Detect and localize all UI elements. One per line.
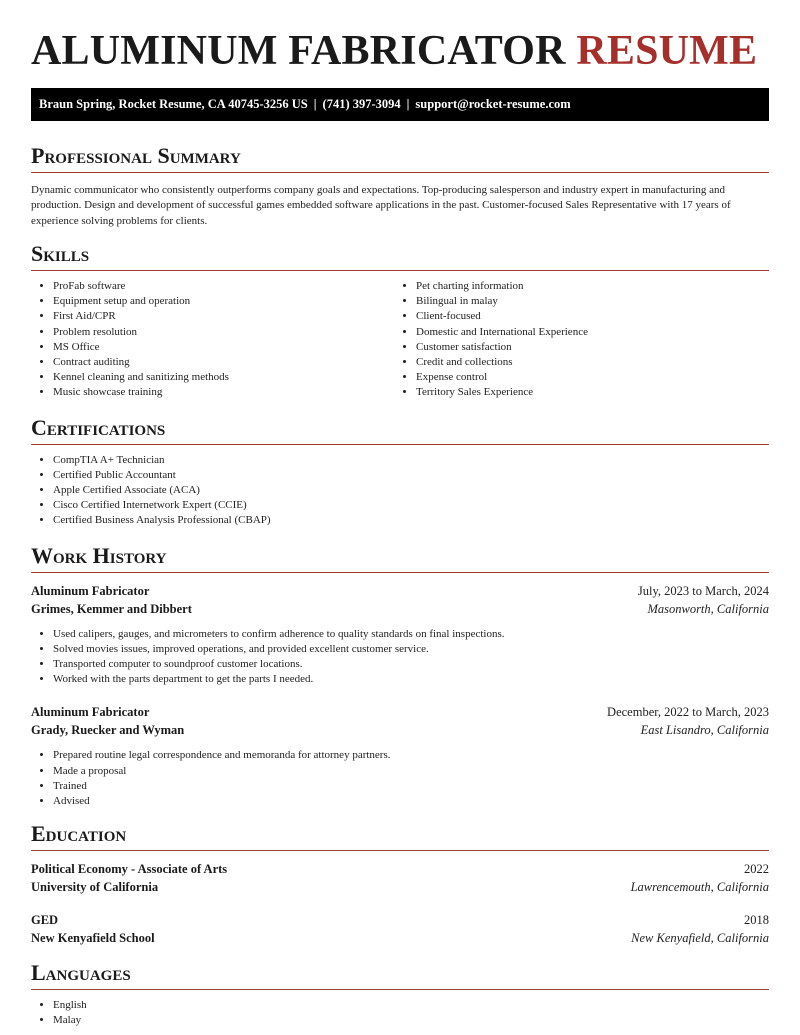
skills-right-list	[394, 279, 757, 401]
certifications-section	[31, 415, 769, 529]
job-duties-list	[31, 748, 769, 809]
list-item: • Apple Certified Associate (ACA)	[53, 483, 769, 498]
job-company-row	[31, 721, 769, 739]
list-item: • Kennel cleaning and sanitizing methods	[53, 370, 394, 385]
education-entry	[31, 911, 769, 947]
summary-text: Dynamic communicator who consistently outperforms company goals and expectations. Top-producing salesperson and industry expert in manufacturing and production. Design and development of successful games embedded software applications in the past. Customer-focused Sales Representative with 17 years of experience solving problems for clients.	[31, 184, 731, 227]
certifications-heading: Certifications	[31, 414, 166, 440]
education-degree-row	[31, 911, 769, 929]
education-school-row	[31, 929, 769, 947]
education-degree: GED	[31, 913, 59, 928]
list-item: • Prepared routine legal correspondence and memoranda for attorney partners.	[53, 748, 769, 763]
summary-section	[31, 143, 769, 229]
education-degree-row	[31, 860, 769, 878]
list-item: • Trained	[53, 779, 769, 794]
job-title-row	[31, 703, 769, 721]
job-entry	[31, 703, 769, 809]
list-item: • Bilingual in malay	[416, 294, 757, 309]
education-school-row	[31, 878, 769, 896]
list-item: • Music showcase training	[53, 385, 394, 400]
job-dates: December, 2022 to March, 2023	[607, 705, 769, 720]
work-history-section	[31, 543, 769, 810]
education-location: New Kenyafield, California	[631, 931, 769, 946]
education-year: 2022	[744, 862, 769, 877]
list-item: • ProFab software	[53, 279, 394, 294]
job-title: Aluminum Fabricator	[31, 705, 150, 720]
languages-section	[31, 960, 769, 1028]
title-accent: RESUME	[576, 28, 758, 74]
job-dates: July, 2023 to March, 2024	[637, 583, 769, 598]
skills-section	[31, 241, 769, 401]
list-item: • CompTIA A+ Technician	[53, 453, 769, 468]
section-divider	[31, 444, 769, 445]
list-item: • Worked with the parts department to get the parts I needed.	[53, 672, 769, 687]
job-location: Masonworth, California	[647, 601, 769, 616]
section-divider	[31, 172, 769, 173]
summary-heading: Professional Summary	[31, 143, 241, 168]
resume-title	[31, 0, 769, 72]
certifications-list	[31, 453, 769, 529]
list-item: • MS Office	[53, 340, 394, 355]
contact-email[interactable]: support@rocket-resume.com	[415, 97, 571, 111]
list-item: • Solved movies issues, improved operations, and provided excellent customer service.	[53, 642, 769, 657]
skills-right-column	[394, 271, 757, 401]
education-heading: Education	[31, 821, 127, 847]
section-divider	[31, 572, 769, 573]
contact-bar	[31, 88, 769, 121]
education-section	[31, 821, 769, 947]
work-history-heading: Work History	[31, 542, 167, 568]
list-item: • Cisco Certified Internetwork Expert (CCIE)	[53, 498, 769, 513]
contact-separator: |	[406, 97, 410, 111]
list-item: • Equipment setup and operation	[53, 294, 394, 309]
education-degree: Political Economy - Associate of Arts	[31, 862, 228, 877]
list-item: • English	[53, 998, 769, 1013]
skills-left-column	[31, 271, 394, 401]
list-item: • Pet charting information	[416, 279, 757, 294]
education-entry	[31, 860, 769, 896]
list-item: • Problem resolution	[53, 325, 394, 340]
list-item: • Customer satisfaction	[416, 340, 757, 355]
languages-list	[31, 998, 769, 1028]
list-item: • Transported computer to soundproof customer locations.	[53, 657, 769, 672]
skills-columns	[31, 271, 769, 401]
list-item: • Certified Business Analysis Professional (CBAP)	[53, 513, 769, 528]
job-company: Grimes, Kemmer and Dibbert	[31, 601, 192, 616]
list-item: • Used calipers, gauges, and micrometers to confirm adherence to quality standards on final inspections.	[53, 627, 769, 642]
job-title-row	[31, 582, 769, 600]
education-school: New Kenyafield School	[31, 931, 155, 946]
job-company: Grady, Ruecker and Wyman	[31, 723, 185, 738]
education-school: University of California	[31, 880, 159, 895]
languages-heading: Languages	[31, 960, 131, 986]
list-item: • Made a proposal	[53, 764, 769, 779]
list-item: • Contract auditing	[53, 355, 394, 370]
list-item: • First Aid/CPR	[53, 309, 394, 324]
education-location: Lawrencemouth, California	[630, 880, 769, 895]
contact-separator: |	[313, 97, 317, 111]
contact-address: Braun Spring, Rocket Resume, CA 40745-3256 US	[39, 97, 308, 111]
job-location: East Lisandro, California	[640, 723, 769, 738]
job-entry	[31, 582, 769, 688]
education-year: 2018	[744, 913, 769, 928]
title-main: ALUMINUM FABRICATOR	[31, 28, 566, 74]
list-item: • Malay	[53, 1013, 769, 1028]
skills-left-list	[31, 279, 394, 401]
contact-phone: (741) 397-3094	[322, 97, 401, 111]
skills-heading: Skills	[31, 240, 90, 266]
job-title: Aluminum Fabricator	[31, 583, 150, 598]
list-item: • Advised	[53, 794, 769, 809]
list-item: • Domestic and International Experience	[416, 325, 757, 340]
list-item: • Certified Public Accountant	[53, 468, 769, 483]
job-duties-list	[31, 627, 769, 688]
list-item: • Client-focused	[416, 309, 757, 324]
job-company-row	[31, 600, 769, 618]
section-divider	[31, 850, 769, 851]
list-item: • Territory Sales Experience	[416, 385, 757, 400]
section-divider	[31, 989, 769, 990]
list-item: • Expense control	[416, 370, 757, 385]
list-item: • Credit and collections	[416, 355, 757, 370]
